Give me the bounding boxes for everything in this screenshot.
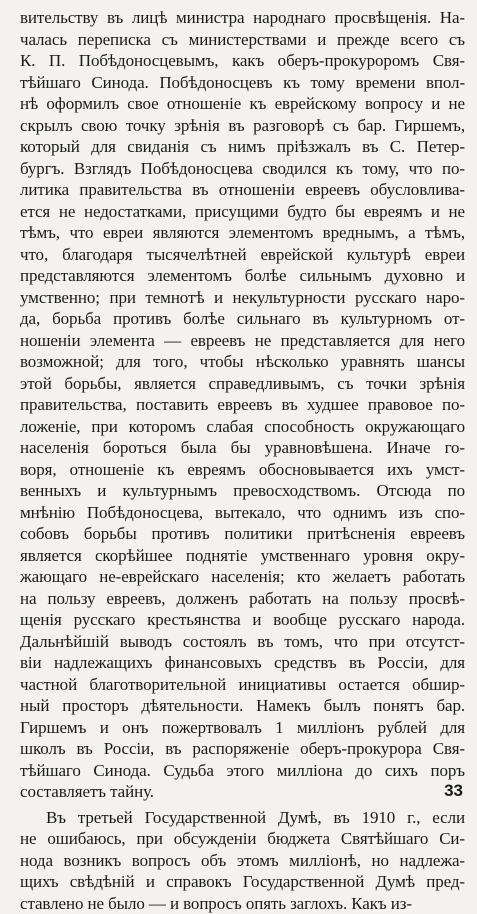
text-line: Гиршемъ и онъ пожертвовалъ 1 милліонъ рублей для <box>20 717 465 739</box>
text-line: щенія русскаго крестьянства и вообще русскаго народа. <box>20 609 465 631</box>
text-line: литика правительства въ отношеніи евреевъ обусловлива- <box>20 179 465 201</box>
text-line: мнѣнію Побѣдоносцева, вытекало, что однимъ изъ спо- <box>20 502 465 524</box>
text-line: вительству въ лицѣ министра народнаго просвѣщенія. На- <box>20 7 465 29</box>
text-line: щихъ свѣдѣній и справокъ Государственной Думѣ пред- <box>20 871 465 893</box>
text-line: возможной; для того, чтобы нѣсколько уравнять шансы <box>20 351 465 373</box>
text-line: не ошибаюсь, при обсужденіи бюджета Святѣйшаго Си- <box>20 828 465 850</box>
text-line: собовъ борьбы противъ политики притѣсненія евреевъ <box>20 523 465 545</box>
text-line: правительства, поставить евреевъ въ худшее правовое по- <box>20 394 465 416</box>
text-line: нѣ оформилъ свое отношеніе къ еврейскому вопросу и не <box>20 93 465 115</box>
text-line: ставлено не было — и вопросъ опять заглохъ. Какъ из- <box>20 893 465 914</box>
text-line: является скорѣйшее поднятіе умственнаго уровня окру- <box>20 545 465 567</box>
text-line: тѣйшаго Синода. Побѣдоносцевъ къ тому времени впол- <box>20 72 465 94</box>
text-line: представляются элементомъ болѣе сильнымъ духовно и <box>20 265 465 287</box>
text-line: Дальнѣйшій выводъ состоялъ въ томъ, что при отсутст- <box>20 631 465 653</box>
text-line: чалась переписка съ министерствами и прежде всего съ <box>20 29 465 51</box>
text-line: составляетъ тайну. <box>20 781 465 803</box>
page-number: 33 <box>444 781 463 801</box>
text-line: ложеніе, при которомъ слабая способность окружающаго <box>20 416 465 438</box>
text-line: ный просторъ дѣятельности. Намекъ былъ понятъ бар. <box>20 695 465 717</box>
text-line: тѣйшаго Синода. Судьба этого милліона до сихъ поръ <box>20 760 465 782</box>
text-line: жающаго не-еврейскаго населенія; кто желаетъ работать <box>20 566 465 588</box>
text-line: что, благодаря тысячелѣтней еврейской культурѣ евреи <box>20 244 465 266</box>
text-line: этой борьбы, является справедливымъ, съ точки зрѣнія <box>20 373 465 395</box>
text-line: ношеніи элемента — евреевъ не представляется для него <box>20 330 465 352</box>
text-line: тѣмъ, что евреи являются элементомъ вреднымъ, а тѣмъ, <box>20 222 465 244</box>
text-line: К. П. Побѣдоносцевымъ, какъ оберъ-прокуроромъ Свя- <box>20 50 465 72</box>
text-line: Въ третьей Государственной Думѣ, въ 1910 г., если <box>20 807 465 829</box>
text-line: который для свиданія съ нимъ пріѣзжалъ въ С. Петер- <box>20 136 465 158</box>
text-line: нода возникъ вопросъ объ этомъ милліонѣ, но надлежа- <box>20 850 465 872</box>
paragraph-2 <box>20 807 465 914</box>
text-line: воря, отношеніе къ евреямъ обосновывается ихъ умст- <box>20 459 465 481</box>
text-line: скрылъ свою точку зрѣнія въ разговорѣ съ бар. Гиршемъ, <box>20 115 465 137</box>
text-line: да, борьба противъ болѣе сильнаго въ культурномъ от- <box>20 308 465 330</box>
text-line: школъ въ Россіи, въ распоряженіе оберъ-прокурора Свя- <box>20 738 465 760</box>
text-line: венныхъ и культурнымъ превосходствомъ. Отсюда по <box>20 480 465 502</box>
text-line: віи надлежащихъ финансовыхъ средствъ въ Россіи, для <box>20 652 465 674</box>
text-line: на пользу евреевъ, долженъ работать на пользу просвѣ- <box>20 588 465 610</box>
text-line: частной благотворительной инициативы остается обшир- <box>20 674 465 696</box>
text-line: умственно; при темнотѣ и некультурности русскаго наро- <box>20 287 465 309</box>
text-line: бургъ. Взглядъ Побѣдоносцева сводился къ тому, что по- <box>20 158 465 180</box>
text-line: населенія бороться была бы уравновѣшена. Иначе го- <box>20 437 465 459</box>
text-line: ется не недостатками, присущими будто бы евреямъ и не <box>20 201 465 223</box>
paragraph-1 <box>20 7 465 803</box>
